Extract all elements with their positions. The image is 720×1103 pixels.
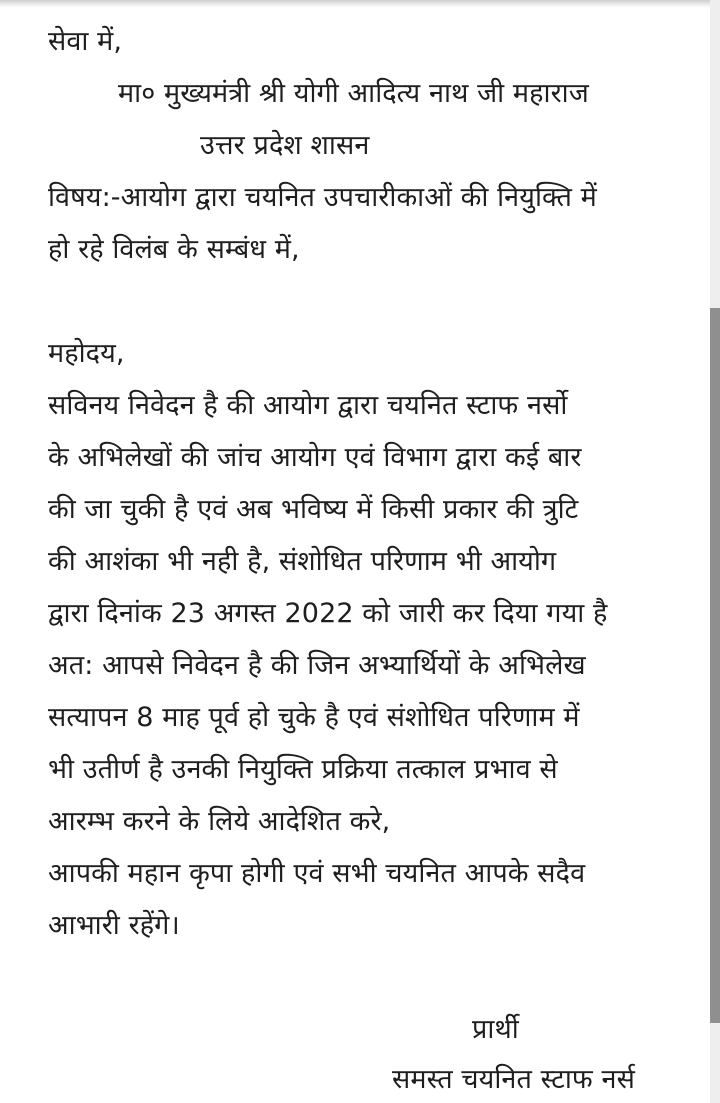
body-line: के अभिलेखों की जांच आयोग एवं विभाग द्वारा कई बार: [48, 442, 582, 473]
body-line: द्वारा दिनांक 23 अगस्त 2022 को जारी कर दिया गया है: [48, 598, 608, 629]
body-line: की आशंका भी नही है, संशोधित परिणाम भी आयोग: [48, 546, 557, 577]
body-line: की जा चुकी है एवं अब भविष्य में किसी प्रकार की त्रुटि: [48, 494, 579, 525]
scrollbar-thumb[interactable]: [710, 308, 720, 1023]
body-line: सविनय निवेदन है की आयोग द्वारा चयनित स्टाफ नर्सो: [48, 390, 568, 421]
salutation-to: सेवा में,: [48, 26, 123, 57]
body-line: भी उतीर्ण है उनकी नियुक्ति प्रक्रिया तत्काल प्रभाव से: [48, 754, 558, 785]
body-line: आपकी महान कृपा होगी एवं सभी चयनित आपके सदैव: [48, 858, 586, 889]
greeting: महोदय,: [48, 338, 125, 369]
top-shadow: [0, 0, 720, 8]
signature-name: समस्त चयनित स्टाफ नर्स: [392, 1064, 635, 1095]
signature-label: प्रार्थी: [472, 1014, 519, 1045]
recipient-office: उत्तर प्रदेश शासन: [200, 130, 370, 161]
body-line: आभारी रहेंगे।: [48, 910, 180, 941]
body-line: सत्यापन 8 माह पूर्व हो चुके है एवं संशोधित परिणाम में: [48, 702, 580, 733]
subject-line-2: हो रहे विलंब के सम्बंध में,: [48, 234, 300, 265]
body-line: आरम्भ करने के लिये आदेशित करे,: [48, 806, 391, 837]
subject-line-1: विषय:-आयोग द्वारा चयनित उपचारीकाओं की नियुक्ति में: [48, 182, 597, 213]
recipient-name: मा० मुख्यमंत्री श्री योगी आदित्य नाथ जी महाराज: [118, 78, 589, 109]
body-line: अत: आपसे निवेदन है की जिन अभ्यार्थियों के अभिलेख: [48, 650, 586, 681]
